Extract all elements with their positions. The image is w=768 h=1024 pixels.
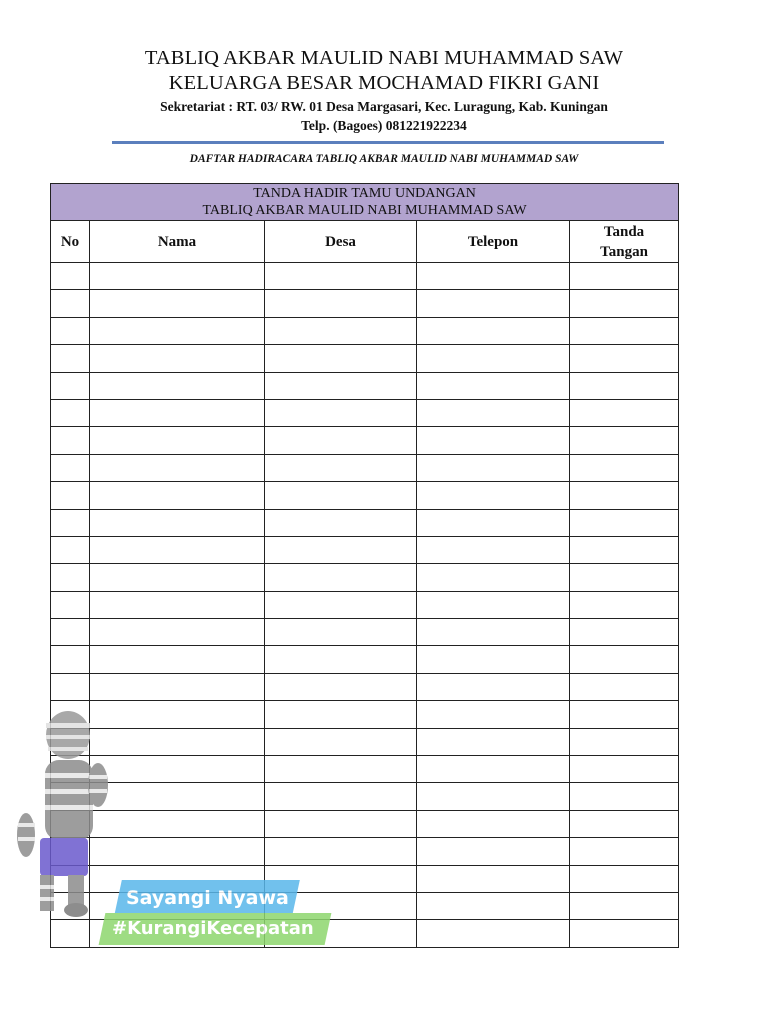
nama-cell[interactable] [90, 454, 265, 481]
tanda-tangan-cell[interactable] [570, 564, 679, 591]
desa-cell[interactable] [265, 564, 417, 591]
no-cell[interactable] [51, 728, 90, 755]
telepon-cell[interactable] [417, 372, 570, 399]
telepon-cell[interactable] [417, 838, 570, 865]
watermark-line-2-text: #KurangiKecepatan [112, 918, 314, 939]
telepon-cell[interactable] [417, 591, 570, 618]
tanda-tangan-cell[interactable] [570, 783, 679, 810]
no-cell[interactable] [51, 892, 90, 919]
table-row [51, 564, 679, 591]
document-subtitle: DAFTAR HADIRACARA TABLIQ AKBAR MAULID NABI MUHAMMAD SAW [189, 153, 579, 165]
table-row [51, 920, 679, 947]
column-header-nama: Nama [90, 221, 265, 263]
no-cell[interactable] [51, 591, 90, 618]
telepon-cell[interactable] [417, 892, 570, 919]
nama-cell[interactable] [90, 372, 265, 399]
desa-cell[interactable] [265, 399, 417, 426]
tanda-tangan-cell[interactable] [570, 838, 679, 865]
telepon-cell[interactable] [417, 536, 570, 563]
no-cell[interactable] [51, 427, 90, 454]
desa-cell[interactable] [265, 372, 417, 399]
tanda-tangan-cell[interactable] [570, 372, 679, 399]
watermark-line-1-text: Sayangi Nyawa [126, 887, 289, 909]
table-row [51, 263, 679, 290]
banner-line-2: TABLIQ AKBAR MAULID NABI MUHAMMAD SAW [202, 203, 527, 218]
no-cell[interactable] [51, 317, 90, 344]
desa-cell[interactable] [265, 701, 417, 728]
nama-cell[interactable] [90, 838, 265, 865]
telepon-cell[interactable] [417, 482, 570, 509]
tanda-tangan-cell[interactable] [570, 920, 679, 947]
telepon-cell[interactable] [417, 865, 570, 892]
desa-cell[interactable] [265, 838, 417, 865]
table-row [51, 345, 679, 372]
nama-cell[interactable] [90, 701, 265, 728]
table-row [51, 509, 679, 536]
no-cell[interactable] [51, 509, 90, 536]
desa-cell[interactable] [265, 920, 417, 947]
desa-cell[interactable] [265, 646, 417, 673]
desa-cell[interactable] [265, 673, 417, 700]
nama-cell[interactable] [90, 399, 265, 426]
table-row [51, 892, 679, 919]
nama-cell[interactable] [90, 345, 265, 372]
no-cell[interactable] [51, 756, 90, 783]
nama-cell[interactable] [90, 536, 265, 563]
column-header-tanda-line-1: Tanda [603, 223, 645, 240]
table-row [51, 591, 679, 618]
no-cell[interactable] [51, 920, 90, 947]
no-cell[interactable] [51, 536, 90, 563]
table-row [51, 372, 679, 399]
telepon-cell[interactable] [417, 619, 570, 646]
title-line-2: KELUARGA BESAR MOCHAMAD FIKRI GANI [168, 72, 600, 94]
address-line: Sekretariat : RT. 03/ RW. 01 Desa Margasari, Kec. Luragung, Kab. Kuningan [160, 99, 608, 114]
table-row [51, 536, 679, 563]
no-cell[interactable] [51, 564, 90, 591]
table-row [51, 838, 679, 865]
telepon-cell[interactable] [417, 399, 570, 426]
nama-cell[interactable] [90, 756, 265, 783]
nama-cell[interactable] [90, 728, 265, 755]
table-row [51, 290, 679, 317]
table-banner [51, 184, 679, 221]
table-row [51, 399, 679, 426]
table-row [51, 810, 679, 837]
column-header-no: No [51, 221, 90, 263]
desa-cell[interactable] [265, 317, 417, 344]
desa-cell[interactable] [265, 865, 417, 892]
nama-cell[interactable] [90, 509, 265, 536]
attendance-table-body [51, 263, 679, 948]
table-row [51, 427, 679, 454]
desa-cell[interactable] [265, 482, 417, 509]
nama-cell[interactable] [90, 646, 265, 673]
tanda-tangan-cell[interactable] [570, 591, 679, 618]
desa-cell[interactable] [265, 728, 417, 755]
table-row [51, 756, 679, 783]
telepon-cell[interactable] [417, 728, 570, 755]
tanda-tangan-cell[interactable] [570, 646, 679, 673]
table-row [51, 673, 679, 700]
table-row [51, 783, 679, 810]
telepon-cell[interactable] [417, 317, 570, 344]
nama-cell[interactable] [90, 427, 265, 454]
nama-cell[interactable] [90, 865, 265, 892]
nama-cell[interactable] [90, 263, 265, 290]
tanda-tangan-cell[interactable] [570, 865, 679, 892]
table-row [51, 482, 679, 509]
nama-cell[interactable] [90, 892, 265, 919]
tanda-tangan-cell[interactable] [570, 399, 679, 426]
desa-cell[interactable] [265, 756, 417, 783]
nama-cell[interactable] [90, 317, 265, 344]
telepon-cell[interactable] [417, 564, 570, 591]
tanda-tangan-cell[interactable] [570, 536, 679, 563]
tanda-tangan-cell[interactable] [570, 810, 679, 837]
tanda-tangan-cell[interactable] [570, 756, 679, 783]
nama-cell[interactable] [90, 591, 265, 618]
tanda-tangan-cell[interactable] [570, 892, 679, 919]
desa-cell[interactable] [265, 619, 417, 646]
no-cell[interactable] [51, 372, 90, 399]
telepon-cell[interactable] [417, 673, 570, 700]
desa-cell[interactable] [265, 509, 417, 536]
column-header-telepon: Telepon [417, 221, 570, 263]
desa-cell[interactable] [265, 263, 417, 290]
nama-cell[interactable] [90, 673, 265, 700]
table-row [51, 619, 679, 646]
desa-cell[interactable] [265, 454, 417, 481]
telepon-cell[interactable] [417, 290, 570, 317]
no-cell[interactable] [51, 263, 90, 290]
table-row [51, 646, 679, 673]
desa-cell[interactable] [265, 892, 417, 919]
banner-line-1: TANDA HADIR TAMU UNDANGAN [253, 186, 476, 201]
tanda-tangan-cell[interactable] [570, 317, 679, 344]
no-cell[interactable] [51, 399, 90, 426]
table-row [51, 728, 679, 755]
tanda-tangan-cell[interactable] [570, 482, 679, 509]
nama-cell[interactable] [90, 810, 265, 837]
no-cell[interactable] [51, 290, 90, 317]
no-cell[interactable] [51, 619, 90, 646]
desa-cell[interactable] [265, 810, 417, 837]
table-row [51, 701, 679, 728]
desa-cell[interactable] [265, 536, 417, 563]
tanda-tangan-cell[interactable] [570, 619, 679, 646]
telepon-cell[interactable] [417, 646, 570, 673]
no-cell[interactable] [51, 482, 90, 509]
desa-cell[interactable] [265, 290, 417, 317]
telepon-cell[interactable] [417, 427, 570, 454]
tanda-tangan-cell[interactable] [570, 290, 679, 317]
header-divider [112, 141, 664, 144]
column-header-tanda-line-2: Tangan [600, 243, 648, 260]
tanda-tangan-cell[interactable] [570, 427, 679, 454]
telepon-cell[interactable] [417, 509, 570, 536]
table-row [51, 454, 679, 481]
no-cell[interactable] [51, 865, 90, 892]
no-cell[interactable] [51, 345, 90, 372]
tanda-tangan-cell[interactable] [570, 345, 679, 372]
no-cell[interactable] [51, 673, 90, 700]
telepon-cell[interactable] [417, 783, 570, 810]
telepon-cell[interactable] [417, 920, 570, 947]
nama-cell[interactable] [90, 290, 265, 317]
tanda-tangan-cell[interactable] [570, 263, 679, 290]
tanda-tangan-cell[interactable] [570, 728, 679, 755]
no-cell[interactable] [51, 454, 90, 481]
phone-line: Telp. (Bagoes) 081221922234 [301, 118, 467, 133]
nama-cell[interactable] [90, 482, 265, 509]
document-header [0, 46, 768, 135]
nama-cell[interactable] [90, 920, 265, 947]
nama-cell[interactable] [90, 564, 265, 591]
telepon-cell[interactable] [417, 810, 570, 837]
tanda-tangan-cell[interactable] [570, 673, 679, 700]
desa-cell[interactable] [265, 591, 417, 618]
no-cell[interactable] [51, 838, 90, 865]
table-row [51, 865, 679, 892]
desa-cell[interactable] [265, 783, 417, 810]
column-header-desa: Desa [265, 221, 417, 263]
telepon-cell[interactable] [417, 756, 570, 783]
telepon-cell[interactable] [417, 263, 570, 290]
tanda-tangan-cell[interactable] [570, 509, 679, 536]
telepon-cell[interactable] [417, 345, 570, 372]
column-header-tanda-tangan [570, 221, 679, 263]
no-cell[interactable] [51, 810, 90, 837]
title-line-1: TABLIQ AKBAR MAULID NABI MUHAMMAD SAW [144, 47, 624, 69]
telepon-cell[interactable] [417, 454, 570, 481]
no-cell[interactable] [51, 646, 90, 673]
nama-cell[interactable] [90, 619, 265, 646]
telepon-cell[interactable] [417, 701, 570, 728]
attendance-table [50, 183, 679, 948]
desa-cell[interactable] [265, 345, 417, 372]
tanda-tangan-cell[interactable] [570, 454, 679, 481]
desa-cell[interactable] [265, 427, 417, 454]
tanda-tangan-cell[interactable] [570, 701, 679, 728]
no-cell[interactable] [51, 701, 90, 728]
no-cell[interactable] [51, 783, 90, 810]
nama-cell[interactable] [90, 783, 265, 810]
table-row [51, 317, 679, 344]
